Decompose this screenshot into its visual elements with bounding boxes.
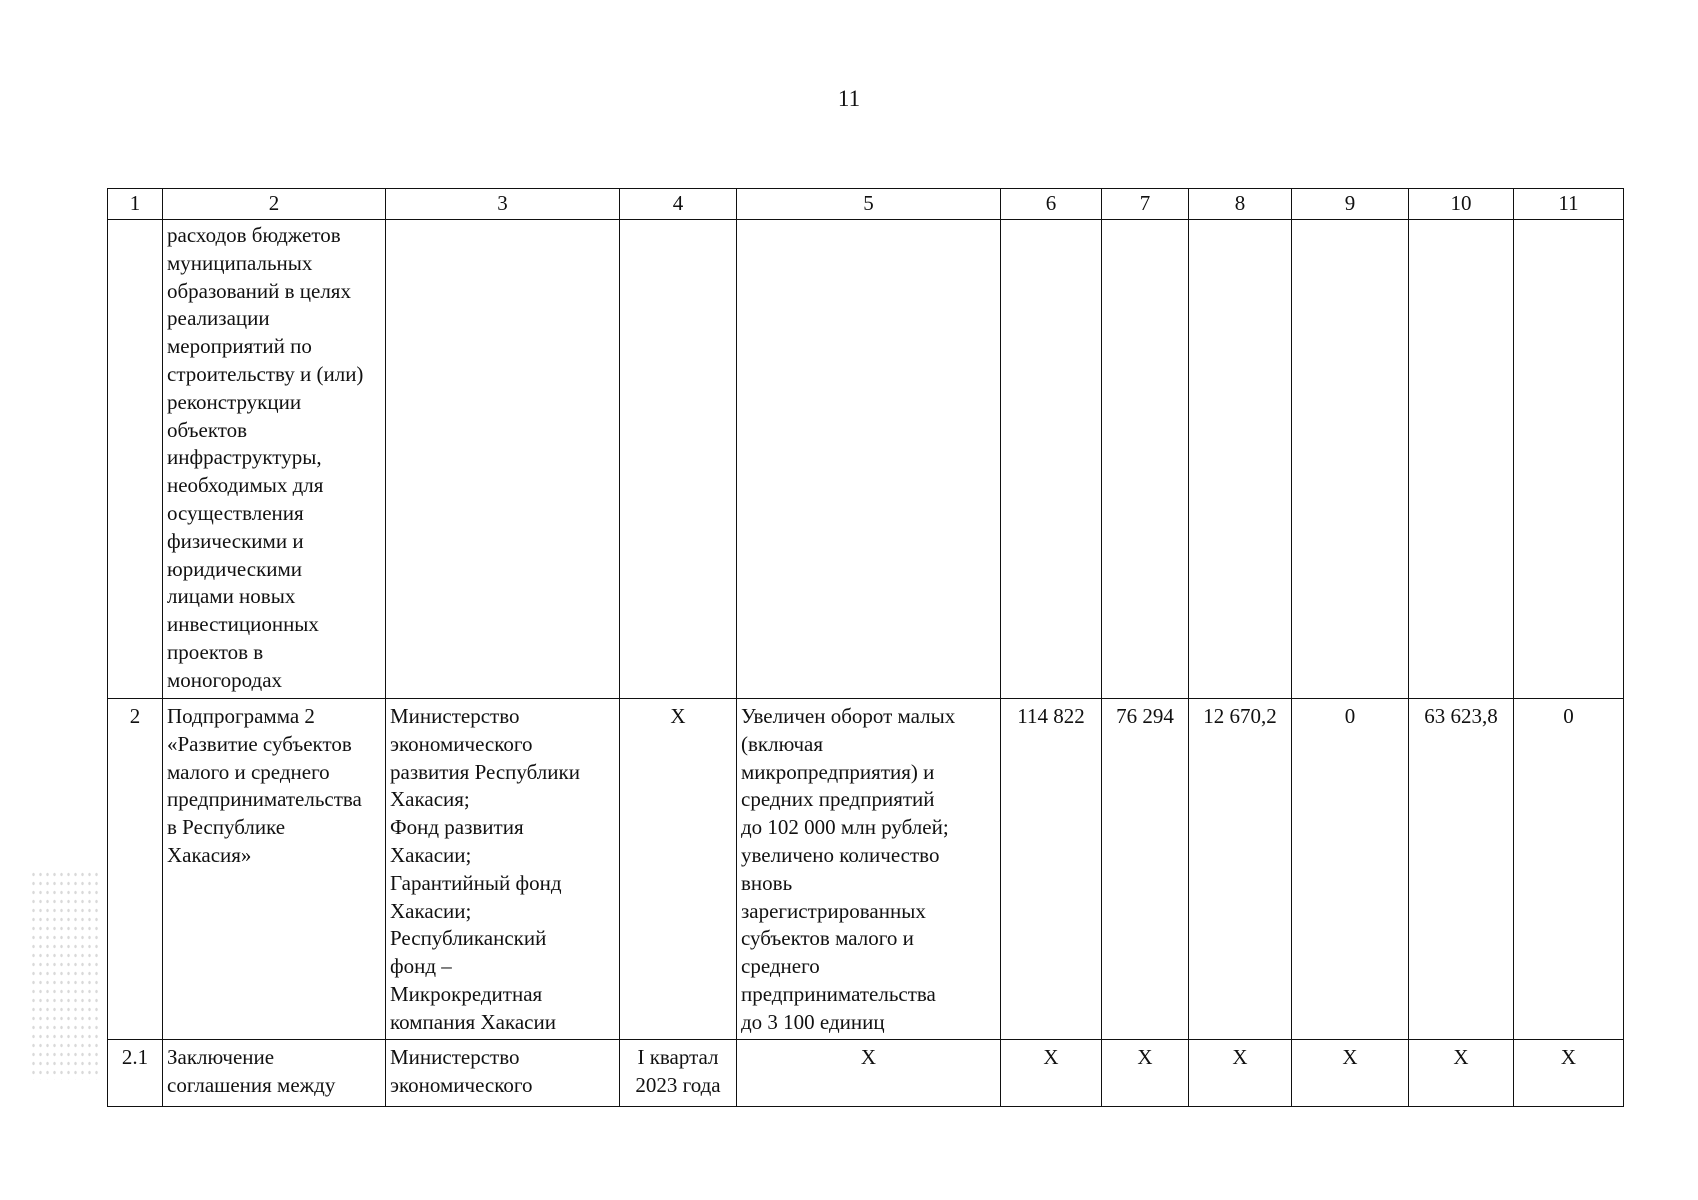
deadline-cell	[620, 220, 737, 699]
value-cell: Х	[1001, 1040, 1102, 1107]
deadline-cell: Х	[620, 699, 737, 1040]
column-header: 2	[163, 189, 386, 220]
result-cell: Увеличен оборот малых (включая микропредприятия) и средних предприятий до 102 000 млн рублей; увеличено количество вновь зарегистрированных субъектов малого и среднего предпринимательства до 3 100 единиц	[737, 699, 1001, 1040]
row-number-cell	[108, 220, 163, 699]
column-header: 8	[1189, 189, 1292, 220]
row-number-cell: 2	[108, 699, 163, 1040]
result-cell	[737, 220, 1001, 699]
value-cell: Х	[1102, 1040, 1189, 1107]
column-header: 11	[1514, 189, 1624, 220]
value-cell: 114 822	[1001, 699, 1102, 1040]
deadline-cell: I квартал 2023 года	[620, 1040, 737, 1107]
table-row	[108, 699, 1624, 1040]
value-cell: Х	[1189, 1040, 1292, 1107]
value-cell	[1189, 220, 1292, 699]
document-table	[107, 188, 1624, 1107]
column-header: 4	[620, 189, 737, 220]
column-header: 5	[737, 189, 1001, 220]
executor-cell	[386, 220, 620, 699]
column-header: 3	[386, 189, 620, 220]
row-number-cell: 2.1	[108, 1040, 163, 1107]
value-cell: 0	[1292, 699, 1409, 1040]
value-cell: 63 623,8	[1409, 699, 1514, 1040]
column-header: 1	[108, 189, 163, 220]
page-number: 11	[837, 86, 861, 111]
executor-cell: Министерство экономического	[386, 1040, 620, 1107]
executor-cell: Министерство экономического развития Республики Хакасия; Фонд развития Хакасии; Гарантийный фонд Хакасии; Республиканский фонд – Микрокредитная компания Хакасии	[386, 699, 620, 1040]
value-cell: Х	[1514, 1040, 1624, 1107]
column-header: 9	[1292, 189, 1409, 220]
name-cell: расходов бюджетов муниципальных образований в целях реализации мероприятий по строительству и (или) реконструкции объектов инфраструктуры, необходимых для осуществления физическими и юридическими лицами новых инвестиционных проектов в моногородах	[163, 220, 386, 699]
value-cell: 76 294	[1102, 699, 1189, 1040]
faint-stamp-mark	[30, 870, 102, 1080]
table-header-row	[108, 189, 1624, 220]
value-cell	[1409, 220, 1514, 699]
name-cell: Заключение соглашения между	[163, 1040, 386, 1107]
name-cell: Подпрограмма 2 «Развитие субъектов малого и среднего предпринимательства в Республике Хакасия»	[163, 699, 386, 1040]
column-header: 6	[1001, 189, 1102, 220]
value-cell	[1001, 220, 1102, 699]
value-cell: 0	[1514, 699, 1624, 1040]
value-cell	[1292, 220, 1409, 699]
column-header: 7	[1102, 189, 1189, 220]
value-cell	[1514, 220, 1624, 699]
table-row	[108, 1040, 1624, 1107]
value-cell: Х	[1409, 1040, 1514, 1107]
value-cell	[1102, 220, 1189, 699]
value-cell: Х	[1292, 1040, 1409, 1107]
column-header: 10	[1409, 189, 1514, 220]
table-row	[108, 220, 1624, 699]
result-cell: Х	[737, 1040, 1001, 1107]
value-cell: 12 670,2	[1189, 699, 1292, 1040]
